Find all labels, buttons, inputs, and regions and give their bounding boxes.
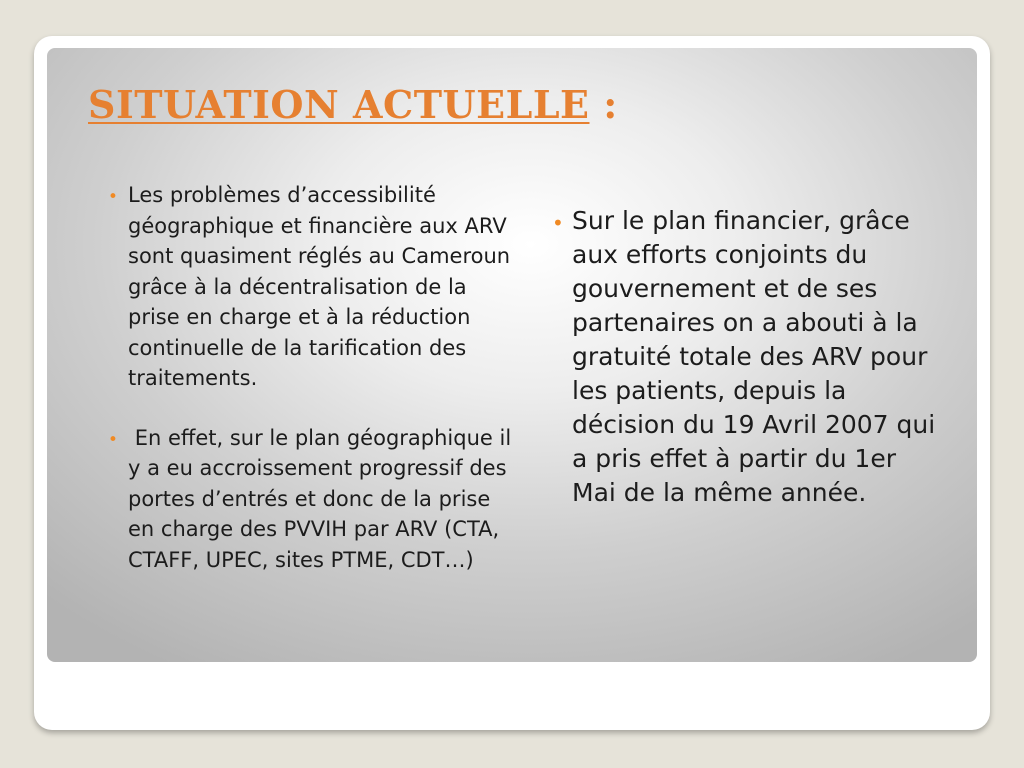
bullet-text: Sur le plan financier, grâce aux efforts conjoints du gouvernement et de ses partenaires on a abouti à la gratuité totale des ARV pour les patients, depuis la décision du 19 Avril 2007 qui a pris effet à partir du 1er Mai de la même année.: [572, 206, 936, 507]
right-bullet-list: [552, 204, 947, 510]
bullet-item: [552, 204, 947, 510]
bullet-icon: •: [108, 428, 118, 449]
bullet-text: En effet, sur le plan géographique il y a eu accroissement progressif des portes d’entrés et donc de la prise en charge des PVVIH par ARV (CTA, CTAFF, UPEC, sites PTME, CDT…): [128, 425, 518, 572]
bullet-item: [108, 423, 523, 576]
bullet-icon: •: [108, 186, 118, 206]
left-bullet-list: [108, 180, 523, 575]
bullet-icon: •: [552, 211, 564, 235]
slide-title-suffix: :: [589, 82, 618, 127]
bullet-item: [108, 180, 523, 394]
slide-title: [88, 82, 618, 127]
bullet-text: Les problèmes d’accessibilité géographique et financière aux ARV sont quasiment réglés au Cameroun grâce à la décentralisation de la prise en charge et à la réduction continuelle de la tarification des traitements.: [128, 183, 511, 390]
slide-title-text: SITUATION ACTUELLE: [88, 82, 590, 127]
